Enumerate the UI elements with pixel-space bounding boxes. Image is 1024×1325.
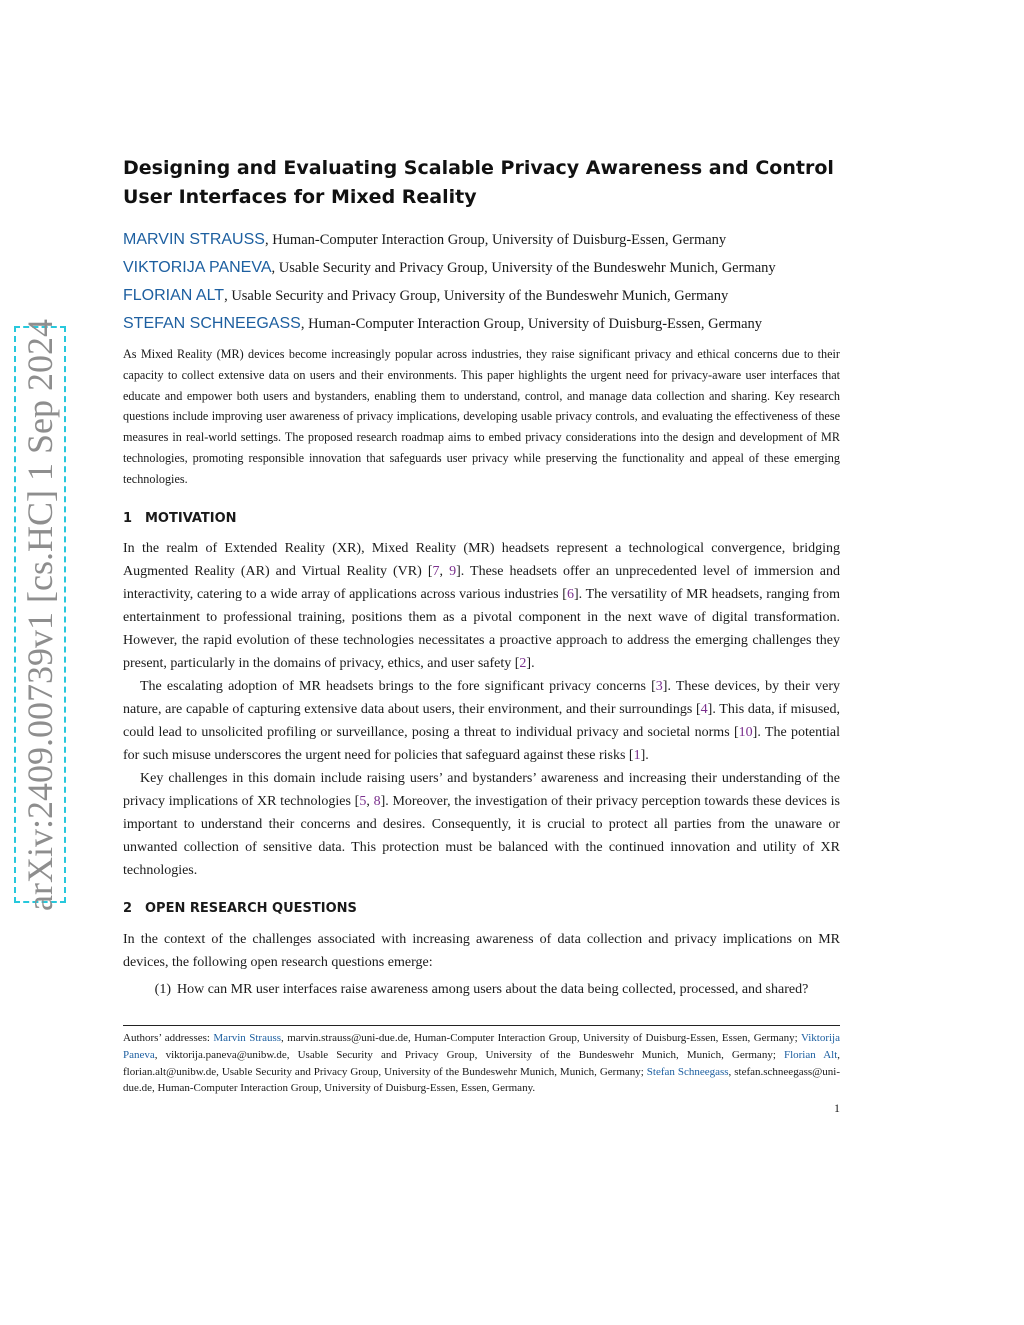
citation-link[interactable]: 8 (373, 794, 381, 809)
text-run: ]. These headsets offer an unprecedented level of immersion and interactivity, catering to a wide array of applications across various industries [ (123, 564, 841, 602)
text-run: ]. The potential for such misuse underscores the urgent need for policies that safeguard against these risks [ (123, 725, 840, 763)
author-name[interactable]: MARVIN STRAUSS (123, 231, 265, 248)
author-affiliation: , Human-Computer Interaction Group, University of Duisburg-Essen, Germany (300, 316, 763, 332)
author-line (123, 254, 840, 282)
list-item-number: (1) (154, 982, 171, 997)
authors-addresses-footnote (123, 1030, 840, 1097)
text-run: Key challenges in this domain include raising users’ and bystanders’ awareness and increasing their understanding of the privacy implications of XR technologies [ (123, 771, 840, 809)
footnote-lead: Authors’ addresses: (123, 1032, 214, 1044)
author-list (123, 226, 840, 338)
text-run: The escalating adoption of MR headsets brings to the fore significant privacy concerns [ (140, 679, 656, 694)
author-address: , viktorija.paneva@unibw.de, Usable Security and Privacy Group, University of the Bundeswehr Munich, Munich, Germany; (154, 1048, 784, 1061)
section-title: MOTIVATION (145, 511, 237, 526)
citation-link[interactable]: 5 (359, 794, 367, 809)
author-address: , marvin.strauss@uni-due.de, Human-Computer Interaction Group, University of Duisburg-Essen, Essen, Germany; (281, 1032, 801, 1044)
citation-link[interactable]: 4 (700, 702, 708, 717)
citation-link[interactable]: 9 (449, 564, 457, 579)
paragraph: In the context of the challenges associated with increasing awareness of data collection and privacy implications on MR devices, the following open research questions emerge: (123, 932, 840, 970)
author-affiliation: , Human-Computer Interaction Group, University of Duisburg-Essen, Germany (264, 232, 727, 248)
abstract: As Mixed Reality (MR) devices become increasingly popular across industries, they raise significant privacy and ethical concerns due to their capacity to collect extensive data on users and their environments. This paper highlights the urgent need for privacy-aware user interfaces that educate and empower both users and bystanders, enabling them to understand, control, and manage data collection and sharing. Key research questions include improving user awareness of privacy implications, developing usable privacy controls, and evaluating the effectiveness of these measures in real-world settings. The proposed research roadmap aims to embed privacy considerations into the design and development of MR technologies, promoting responsible innovation that safeguards user privacy while preserving the functionality and appeal of these emerging technologies. (123, 347, 840, 486)
text-run: , (439, 564, 450, 579)
citation-link[interactable]: 6 (566, 587, 574, 602)
paragraph (123, 767, 840, 882)
paragraph (123, 675, 840, 767)
author-link[interactable]: Viktorija Paneva (123, 1032, 840, 1061)
author-line (123, 282, 840, 310)
arxiv-identifier: arXiv:2409.00739v1 [cs.HC] 1 Sep 2024 (20, 318, 60, 911)
citation-link[interactable]: 10 (738, 725, 753, 740)
citation-link[interactable]: 2 (519, 656, 527, 671)
author-address: , stefan.schneegass@uni-due.de, Human-Computer Interaction Group, University of Duisburg-Essen, Essen, Germany. (123, 1065, 840, 1095)
citation-link[interactable]: 1 (633, 748, 641, 763)
text-run: ]. (640, 748, 649, 763)
list-item (123, 978, 840, 1001)
author-address: , florian.alt@unibw.de, Usable Security and Privacy Group, University of the Bundeswehr Munich, Munich, Germany; (123, 1048, 840, 1078)
author-link[interactable]: Florian Alt (783, 1048, 838, 1061)
author-affiliation: , Usable Security and Privacy Group, University of the Bundeswehr Munich, Germany (271, 260, 776, 276)
section-number: 2 (123, 901, 133, 916)
text-run: In the realm of Extended Reality (XR), Mixed Reality (MR) headsets represent a technological convergence, bridging Augmented Reality (AR) and Virtual Reality (VR) [ (123, 541, 840, 579)
author-line (123, 310, 840, 338)
author-link[interactable]: Marvin Strauss (213, 1032, 282, 1044)
author-name[interactable]: FLORIAN ALT (123, 287, 225, 304)
page-number: 1 (834, 1101, 840, 1115)
author-name[interactable]: VIKTORIJA PANEVA (123, 259, 272, 276)
author-affiliation: , Usable Security and Privacy Group, University of the Bundeswehr Munich, Germany (224, 288, 729, 304)
research-question-list (123, 978, 840, 1001)
section-heading-open-research-questions (123, 901, 357, 916)
section-title: OPEN RESEARCH QUESTIONS (145, 901, 357, 916)
author-line (123, 226, 840, 254)
arxiv-side-stamp (14, 318, 66, 911)
section-number: 1 (123, 511, 133, 526)
text-run: ]. These devices, by their very nature, are capable of capturing extensive data about users, their environment, and their surroundings [ (123, 679, 840, 717)
footnote-divider (123, 1025, 840, 1026)
text-run: ]. Moreover, the investigation of their privacy perception towards these devices is important to understand their concerns and desires. Consequently, it is crucial to protect all parties from the unaware or unwanted collection of sensitive data. This protection must be balanced with the continued innovation and utility of XR technologies. (123, 794, 840, 878)
list-item-text: How can MR user interfaces raise awareness among users about the data being collected, processed, and shared? (177, 982, 809, 997)
text-run: , (366, 794, 374, 809)
text-run: ]. The versatility of MR headsets, ranging from entertainment to professional training, positions them as a pivotal component in the next wave of digital transformation. However, the rapid evolution of these technologies necessitates a proactive approach to address the emerging challenges they present, particularly in the domains of privacy, ethics, and user safety [ (123, 587, 840, 671)
citation-link[interactable]: 3 (655, 679, 663, 694)
section-body-motivation (123, 537, 840, 882)
author-name[interactable]: STEFAN SCHNEEGASS (123, 315, 301, 332)
section-heading-motivation (123, 511, 237, 526)
section-body-open-research-questions (123, 928, 840, 974)
paper-title: Designing and Evaluating Scalable Privacy Awareness and Control User Interfaces for Mixed Reality (123, 157, 834, 208)
text-run: ]. This data, if misused, could lead to unsolicited profiling or surveillance, posing a threat to individual privacy and societal norms [ (123, 702, 841, 740)
paragraph (123, 537, 840, 675)
text-run: ]. (526, 656, 535, 671)
citation-link[interactable]: 7 (432, 564, 440, 579)
author-link[interactable]: Stefan Schneegass (646, 1065, 729, 1078)
